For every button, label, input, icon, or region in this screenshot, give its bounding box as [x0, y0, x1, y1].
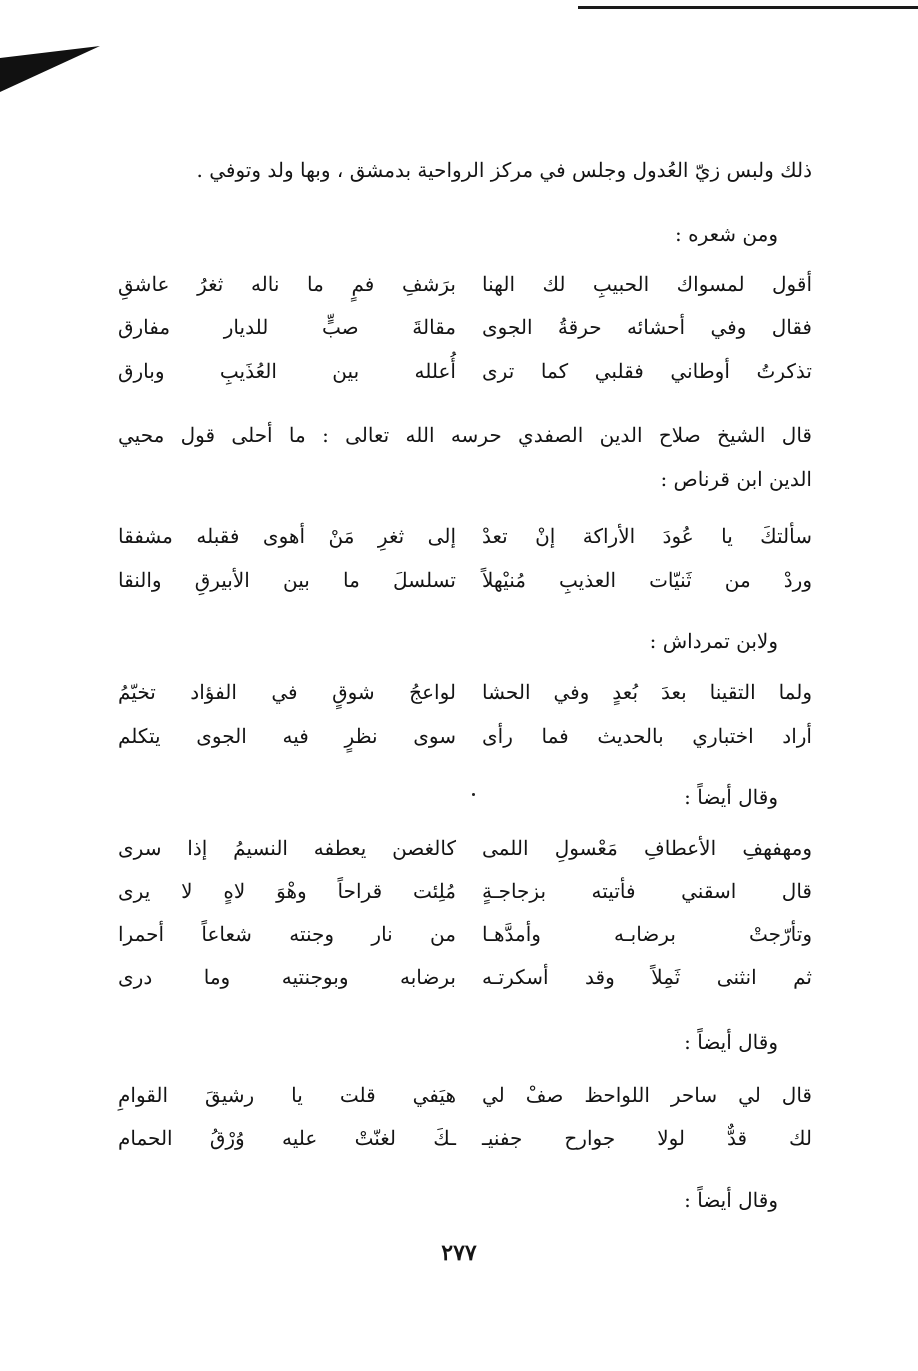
page-number: ٢٧٧	[441, 1240, 477, 1266]
verse-first-hemistich: وردْ من ثَنيّات العذيبِ مُنيْهلاً	[482, 568, 812, 592]
prose-safadi-line-2: الدين ابن قرناص :	[660, 467, 812, 491]
verse-row	[118, 313, 812, 343]
verse-row	[118, 270, 812, 300]
prose-safadi-line-1: قال الشيخ صلاح الدين الصفدي حرسه الله تعالى : ما أحلى قول محيي	[118, 423, 812, 447]
prose-opening: ذلك ولبس زيّ العُدول وجلس في مركز الرواحية بدمشق ، وبها ولد وتوفي .	[196, 158, 812, 182]
verse-row	[118, 1081, 812, 1111]
verse-row	[118, 920, 812, 950]
verse-first-hemistich: أقول لمسواك الحبيبِ لك الهنا	[482, 272, 812, 296]
intro-poem-5: وقال أيضاً :	[684, 1030, 778, 1054]
intro-poem-3: ولابن تمرداش :	[649, 629, 778, 653]
verse-row	[118, 834, 812, 864]
verse-first-hemistich: فقال وفي أحشائه حرقةُ الجوى	[482, 315, 812, 339]
verse-second-hemistich: تسلسلَ ما بين الأبيرقِ والنقا	[118, 568, 456, 592]
intro-poem-1: ومن شعره :	[675, 222, 778, 246]
verse-row	[118, 877, 812, 907]
verse-second-hemistich: من نار وجنته شعاعاً أحمرا	[118, 922, 456, 946]
verse-second-hemistich: مقالةَ صبٍّ للديار مفارق	[118, 315, 456, 339]
verse-first-hemistich: ثم انثنى ثَمِلاً وقد أسكرتـه	[482, 965, 812, 989]
verse-first-hemistich: أراد اختباري بالحديث فما رأى	[482, 724, 812, 748]
verse-first-hemistich: ولما التقينا بعدَ بُعدٍ وفي الحشا	[482, 680, 812, 704]
verse-row	[118, 357, 812, 387]
verse-second-hemistich: مُلِئت قراحاً وهْوَ لاهٍ لا يرى	[118, 879, 456, 903]
verse-second-hemistich: سوى نظرٍ فيه الجوى يتكلم	[118, 724, 456, 748]
verse-first-hemistich: سألتكَ يا عُودَ الأراكة إنْ تعدْ	[482, 524, 812, 548]
verse-first-hemistich: وتأرّجتْ برضابـه وأمدَّهـا	[482, 922, 812, 946]
verse-second-hemistich: هيَفي قلت يا رشيقَ القوامِ	[118, 1083, 456, 1107]
verse-row	[118, 963, 812, 993]
verse-second-hemistich: كالغصن يعطفه النسيمُ إذا سرى	[118, 836, 456, 860]
verse-second-hemistich: ـكَ لغنّتْ عليه وُرْقُ الحمام	[118, 1126, 456, 1150]
verse-row	[118, 522, 812, 552]
verse-first-hemistich: قال لي ساحر اللواحظ صفْ لي	[482, 1083, 812, 1107]
verse-first-hemistich: ومهفهفِ الأعطافِ مَعْسولِ اللمى	[482, 836, 812, 860]
verse-second-hemistich: برضابه وبوجنتيه وما درى	[118, 965, 456, 989]
verse-row	[118, 678, 812, 708]
verse-row	[118, 722, 812, 752]
verse-first-hemistich: لك قدٌّ لولا جوارح جفنيـ	[482, 1126, 812, 1150]
corner-wedge-mark	[0, 40, 110, 100]
intro-poem-4: وقال أيضاً :	[684, 785, 778, 809]
top-rule	[578, 6, 918, 9]
verse-second-hemistich: برَشفِ فمٍ ما ناله ثغرُ عاشقِ	[118, 272, 456, 296]
verse-row	[118, 566, 812, 596]
verse-second-hemistich: إلى ثغرِ مَنْ أهوى فقبله مشفقا	[118, 524, 456, 548]
verse-second-hemistich: أُعلله بين العُذَيبِ وبارق	[118, 359, 456, 383]
verse-second-hemistich: لواعجُ شوقٍ في الفؤاد تخيّمُ	[118, 680, 456, 704]
intro-poem-6: وقال أيضاً :	[684, 1188, 778, 1212]
verse-first-hemistich: قال اسقني فأتيته بزجاجـةٍ	[482, 879, 812, 903]
verse-row	[118, 1124, 812, 1154]
verse-first-hemistich: تذكرتُ أوطاني فقلبي كما ترى	[482, 359, 812, 383]
ink-speck	[472, 793, 475, 796]
